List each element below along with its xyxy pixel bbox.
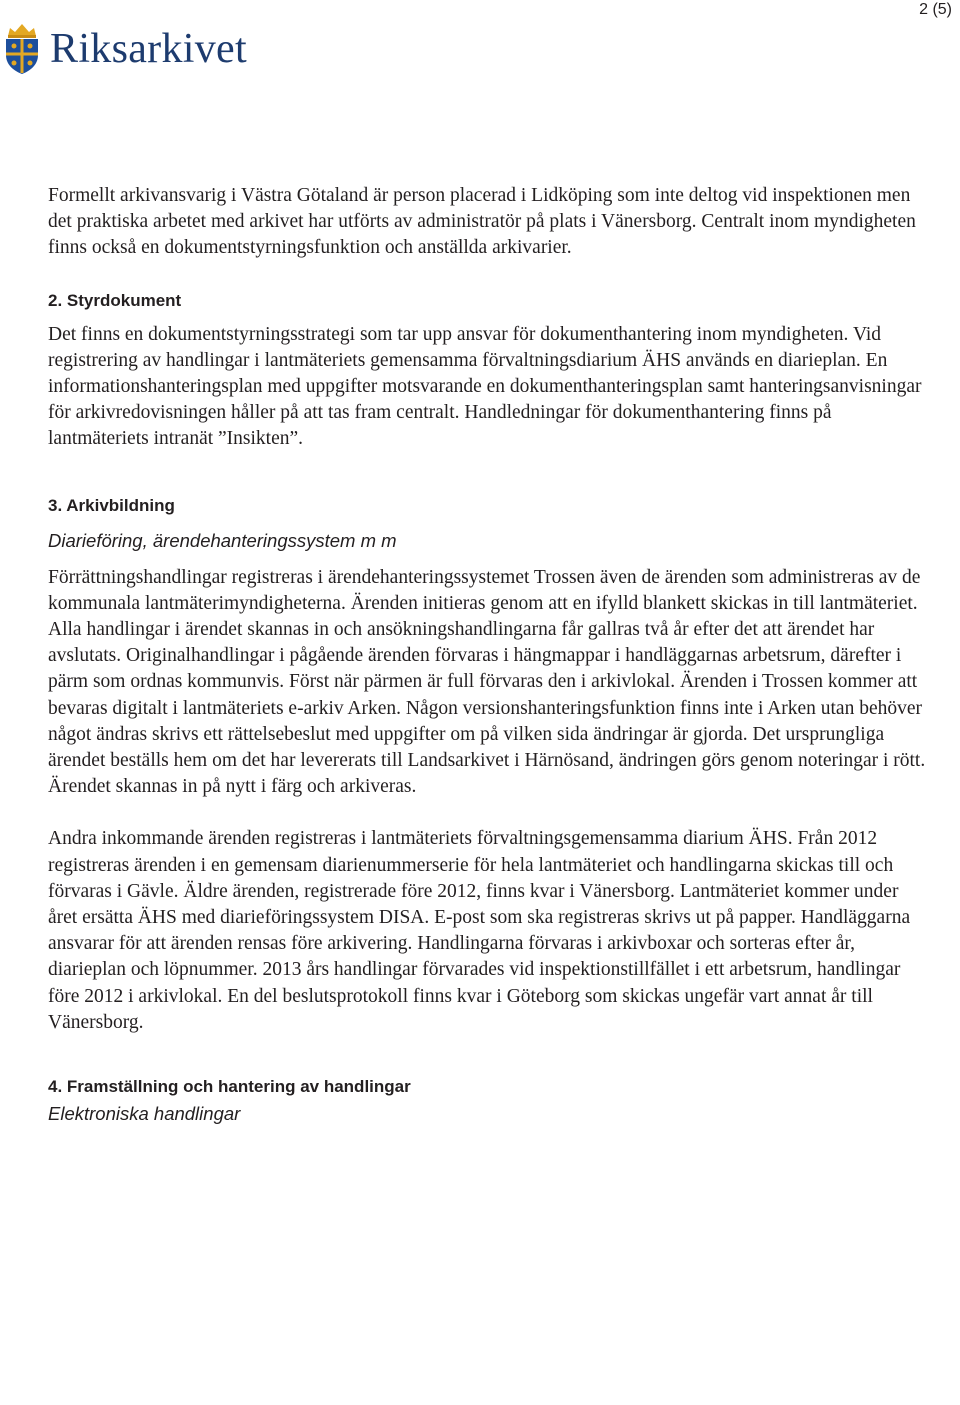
section-3-paragraph-1: Förrättningshandlingar registreras i ärendehanteringssystemet Trossen även de ärenden som administreras av de kommunala lantmäterimyndigheterna. Ärenden initieras genom att en ifylld blankett skickas in till lantmäteriet. Alla handlingar i ärendet skannas in och ansökningshandlingarna får gallras två år efter det att ärendet har avslutats. Originalhandlingar i pågående ärenden förvaras i hängmappar i handläggarnas arbetsrum, därefter i pärm som ordnas kommunvis. Först när pärmen är full förvaras den i arkivlokal. Ärenden i Trossen kommer att bevaras digitalt i lantmäteriets e-arkiv Arken. Någon versionshanteringsfunktion finns inte i Arken utan behöver något ändras skrivs ett rättelsebeslut med uppgifter om på vilken sida ändringar är gjorda. Det ursprungliga ärendet beställs hem om det har levererats till Landsarkivet i Härnösand, ändringen görs genom noteringar i rött. Ärendet skannas in på nytt i färg och arkiveras. — [48, 566, 926, 798]
coat-of-arms-icon — [0, 22, 44, 76]
section-2-paragraph: Det finns en dokumentstyrningsstrategi som tar upp ansvar för dokumenthantering inom myndigheten. Vid registrering av handlingar i lantmäteriets gemensamma förvaltningsdiarium ÄHS används en diarieplan. En informationshanteringsplan med uppgifter motsvarande en dokumenthanteringsplan samt hanteringsanvisningar för arkivredovisningen håller på att tas fram centralt. Handledningar för dokumenthantering finns på lantmäteriets intranät ”Insikten”. — [48, 323, 922, 450]
section-3-paragraph-2: Andra inkommande ärenden registreras i lantmäteriets förvaltningsgemensamma diarium ÄHS. Från 2012 registreras ärenden i en gemensam diarienummerserie för hela lantmäteriet och handlingarna skickas till och förvaras i Gävle. Äldre ärenden, registrerade före 2012, finns kvar i Vänersborg. Lantmäteriet kommer under året ersätta ÄHS med diarieföringssystem DISA. E-post som ska registreras skrivs ut på papper. Handläggarna ansvarar för att ärenden rensas före arkivering. Handlingarna förvaras i arkivboxar och sorteras efter år, diarieplan och löpnummer. 2013 års handlingar förvarades vid inspektionstillfället i ett arbetsrum, handlingar före 2012 i arkivlokal. En del beslutsprotokoll finns kvar i Göteborg som skickas ungefär vart annat år till Vänersborg. — [48, 828, 911, 1033]
riksarkivet-logo — [0, 22, 247, 76]
page-number: 2 (5) — [919, 1, 952, 18]
section-4-heading: 4. Framställning och hantering av handlingar — [48, 1077, 411, 1097]
logo-wordmark: Riksarkivet — [50, 26, 247, 72]
section-3-subheading: Diarieföring, ärendehanteringssystem m m — [48, 529, 397, 551]
section-4-subheading: Elektroniska handlingar — [48, 1103, 241, 1125]
intro-paragraph: Formellt arkivansvarig i Västra Götaland är person placerad i Lidköping som inte deltog vid inspektionen men det praktiska arbetet med arkivet har utförts av administratör på plats i Vänersborg. Centralt inom myndigheten finns också en dokumentstyrningsfunktion och anställda arkivarier. — [48, 185, 916, 259]
section-3-heading: 3. Arkivbildning — [48, 495, 175, 515]
section-2-heading: 2. Styrdokument — [48, 290, 182, 310]
document-body — [48, 183, 928, 1126]
